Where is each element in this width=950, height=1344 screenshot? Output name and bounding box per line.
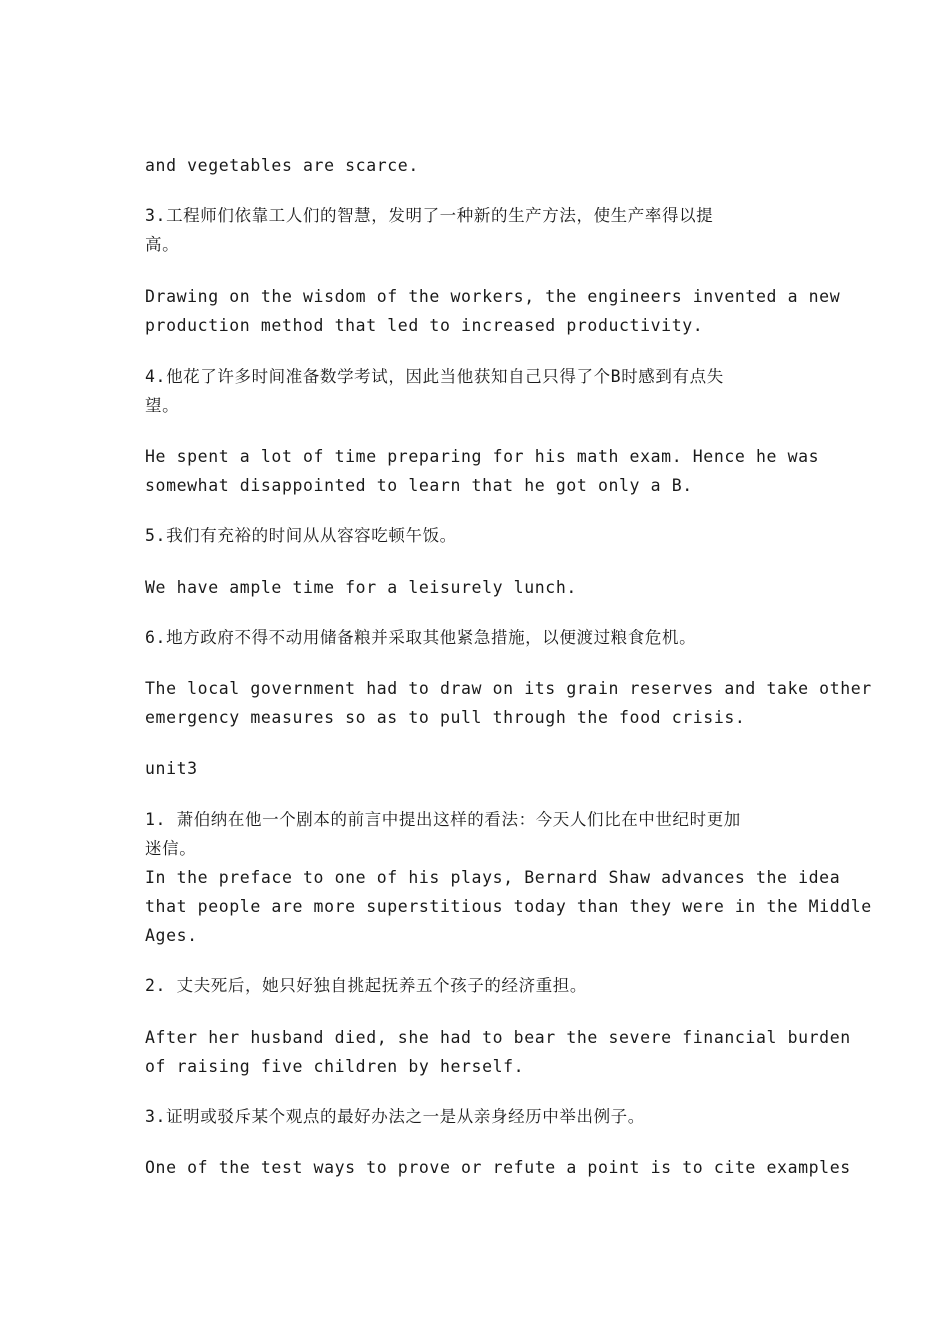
text-line: 4.他花了许多时间准备数学考试，因此当他获知自己只得了个B时感到有点失 — [145, 367, 724, 386]
text-line: 3.工程师们依靠工人们的智慧，发明了一种新的生产方法，使生产率得以提 — [145, 206, 714, 225]
text-line: and vegetables are scarce. — [145, 156, 419, 175]
text-line: 望。 — [145, 396, 180, 415]
text-line: that people are more superstitious today than they were in the Middle — [145, 897, 872, 916]
text-line: of raising five children by herself. — [145, 1057, 525, 1076]
text-line: One of the test ways to prove or refute a point is to cite examples — [145, 1158, 851, 1177]
text-line: production method that led to increased productivity. — [145, 316, 704, 335]
text-line: 1. 萧伯纳在他一个剧本的前言中提出这样的看法：今天人们比在中世纪时更加 — [145, 810, 741, 829]
text-line: He spent a lot of time preparing for his math exam. Hence he was — [145, 447, 820, 466]
text-line: 2. 丈夫死后，她只好独自挑起抚养五个孩子的经济重担。 — [145, 976, 588, 995]
text-line: 5.我们有充裕的时间从从容容吃顿午饭。 — [145, 526, 457, 545]
text-line: somewhat disappointed to learn that he got only a B. — [145, 476, 693, 495]
text-line: Ages. — [145, 926, 198, 945]
text-line: After her husband died, she had to bear the severe financial burden — [145, 1028, 851, 1047]
text-line: 迷信。 — [145, 839, 197, 858]
text-line: 3.证明或驳斥某个观点的最好办法之一是从亲身经历中举出例子。 — [145, 1107, 645, 1126]
text-line: The local government had to draw on its grain reserves and take other — [145, 679, 872, 698]
text-line: 6.地方政府不得不动用储备粮并采取其他紧急措施，以便渡过粮食危机。 — [145, 628, 697, 647]
text-line: emergency measures so as to pull through the food crisis. — [145, 708, 746, 727]
text-line: We have ample time for a leisurely lunch. — [145, 578, 577, 597]
text-line: Drawing on the wisdom of the workers, the engineers invented a new — [145, 287, 841, 306]
section-heading: unit3 — [145, 759, 198, 778]
text-line: 高。 — [145, 235, 180, 254]
text-line: In the preface to one of his plays, Bernard Shaw advances the idea — [145, 868, 841, 887]
